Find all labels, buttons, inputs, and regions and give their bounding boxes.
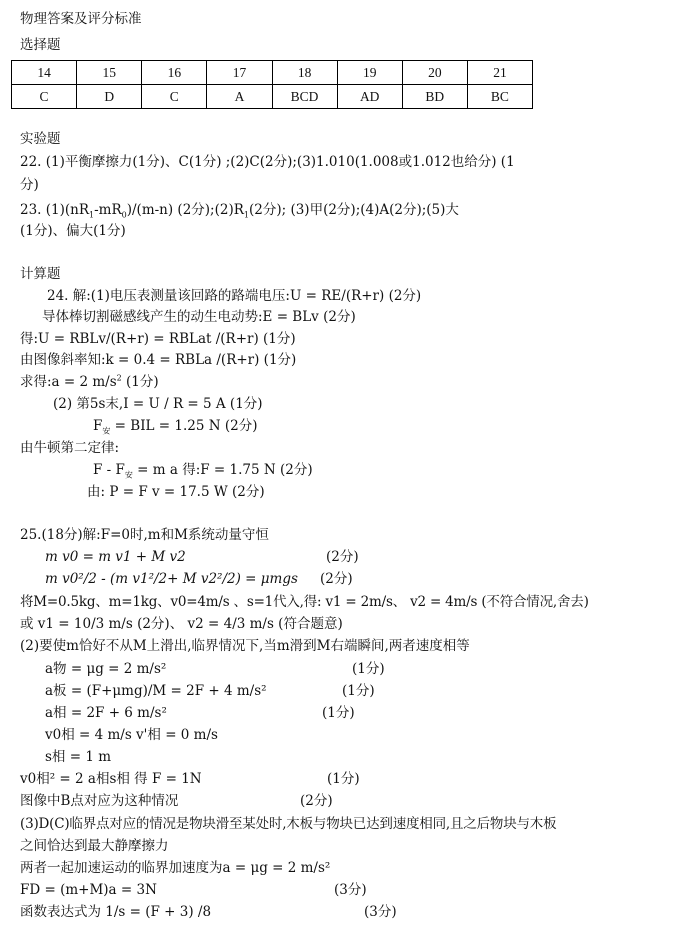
q25-line-14: (3)D(C)临界点对应的情况是物块滑至某处时,木板与物块已达到速度相同,且之后物块与木板 <box>20 816 557 832</box>
q25-line-7-score: (1分) <box>352 661 385 677</box>
table-cell: BD <box>402 85 467 109</box>
q25-line-10: v0相 = 4 m/s v'相 = 0 m/s <box>45 727 218 743</box>
subscript: 安 <box>102 426 111 436</box>
q24-line-1: 24. 解:(1)电压表测量该回路的路端电压:U = RE/(R+r) (2分) <box>47 288 422 304</box>
table-cell: 17 <box>207 61 272 85</box>
q25-line-3-equation: m v0²/2 - (m v1²/2+ M v2²/2) = μmgs <box>45 571 298 587</box>
text-run: F - F <box>93 462 125 478</box>
q25-line-15: 之间恰达到最大静摩擦力 <box>20 838 169 854</box>
q24-line-6: (2) 第5s末,I = U / R = 5 A (1分) <box>53 396 263 412</box>
text-run: 求得:a = 2 m/s <box>20 374 117 390</box>
q24-line-5 <box>20 372 159 392</box>
text-run: = m a 得:F = 1.75 N (2分) <box>132 462 313 478</box>
text-run: = BIL = 1.25 N (2分) <box>110 418 258 434</box>
q24-line-10: 由: P = F v = 17.5 W (2分) <box>87 484 265 500</box>
q25-line-12-equation: v0相² = 2 a相s相 得 F = 1N <box>20 771 202 787</box>
mcq-heading: 选择题 <box>20 37 61 53</box>
q23-line-1 <box>20 200 459 220</box>
q24-line-3: 得:U = RBLv/(R+r) = RBLat /(R+r) (1分) <box>20 331 296 347</box>
q25-line-18-equation: 函数表达式为 1/s = (F + 3) /8 <box>20 904 212 920</box>
q25-line-5: 或 v1 = 10/3 m/s (2分)、 v2 = 4/3 m/s (符合题意) <box>20 616 343 632</box>
q25-line-1: 25.(18分)解:F=0时,m和M系统动量守恒 <box>20 527 269 543</box>
q24-line-9 <box>93 460 313 480</box>
subscript: 0 <box>121 210 127 220</box>
q25-line-17-score: (3分) <box>334 882 367 898</box>
table-cell: BCD <box>272 85 337 109</box>
q25-line-8-score: (1分) <box>342 683 375 699</box>
table-cell: 20 <box>402 61 467 85</box>
q25-line-16: 两者一起加速运动的临界加速度为a = μg = 2 m/s² <box>20 860 331 876</box>
q24-line-2: 导体棒切割磁感线产生的动生电动势:E = BLv (2分) <box>42 309 356 325</box>
q25-line-17-equation: FD = (m+M)a = 3N <box>20 882 157 898</box>
subscript: 1 <box>243 210 249 220</box>
subscript: 1 <box>89 210 95 220</box>
q22-line-2: 分) <box>20 177 39 193</box>
q24-line-8: 由牛顿第二定律: <box>20 440 120 456</box>
q25-line-11: s相 = 1 m <box>45 749 112 765</box>
q25-line-13-text: 图像中B点对应为这种情况 <box>20 793 179 809</box>
table-cell: C <box>142 85 207 109</box>
table-cell: 15 <box>77 61 142 85</box>
table-cell: 19 <box>337 61 402 85</box>
table-cell: D <box>77 85 142 109</box>
q22-line-1: 22. (1)平衡摩擦力(1分)、C(1分) ;(2)C(2分);(3)1.010(1.008或1.012也给分) (1 <box>20 154 515 170</box>
q25-line-9-equation: a相 = 2F + 6 m/s² <box>45 705 167 721</box>
text-run: -mR <box>94 202 122 218</box>
q25-line-4: 将M=0.5kg、m=1kg、v0=4m/s 、s=1代入,得: v1 = 2m/s、 v2 = 4m/s (不符合情况,舍去) <box>20 594 589 610</box>
table-cell: 16 <box>142 61 207 85</box>
answer-table <box>11 60 533 109</box>
q25-line-9-score: (1分) <box>322 705 355 721</box>
table-cell: 14 <box>12 61 77 85</box>
text-run: (2分); (3)甲(2分);(4)A(2分);(5)大 <box>248 202 459 218</box>
q25-line-8-equation: a板 = (F+μmg)/M = 2F + 4 m/s² <box>45 683 267 699</box>
q25-line-6: (2)要使m恰好不从M上滑出,临界情况下,当m滑到M右端瞬间,两者速度相等 <box>20 638 470 654</box>
text-run: F <box>93 418 103 434</box>
text-run: )/(m-n) (2分);(2)R <box>126 202 244 218</box>
q24-line-4: 由图像斜率知:k = 0.4 = RBLa /(R+r) (1分) <box>20 352 297 368</box>
q23-line-2: (1分)、偏大(1分) <box>20 223 126 239</box>
table-cell: BC <box>467 85 532 109</box>
calc-heading: 计算题 <box>20 266 61 282</box>
subscript: 安 <box>124 470 133 480</box>
q25-line-2-equation: m v0 = m v1 + M v2 <box>45 549 186 565</box>
table-cell: 18 <box>272 61 337 85</box>
q24-line-7 <box>93 416 257 436</box>
q25-line-7-equation: a物 = μg = 2 m/s² <box>45 661 167 677</box>
experiment-heading: 实验题 <box>20 131 61 147</box>
page-title: 物理答案及评分标准 <box>20 11 142 27</box>
q25-line-2-score: (2分) <box>326 549 359 565</box>
q25-line-18-score: (3分) <box>364 904 397 920</box>
text-run: 23. (1)(nR <box>20 202 90 218</box>
answer-table-answer-row <box>12 85 533 109</box>
q25-line-3-score: (2分) <box>320 571 353 587</box>
table-cell: AD <box>337 85 402 109</box>
superscript: 2 <box>116 373 122 383</box>
answer-table-number-row <box>12 61 533 85</box>
table-cell: 21 <box>467 61 532 85</box>
q25-line-12-score: (1分) <box>327 771 360 787</box>
text-run: (1分) <box>121 374 159 390</box>
table-cell: C <box>12 85 77 109</box>
q25-line-13-score: (2分) <box>300 793 333 809</box>
table-cell: A <box>207 85 272 109</box>
